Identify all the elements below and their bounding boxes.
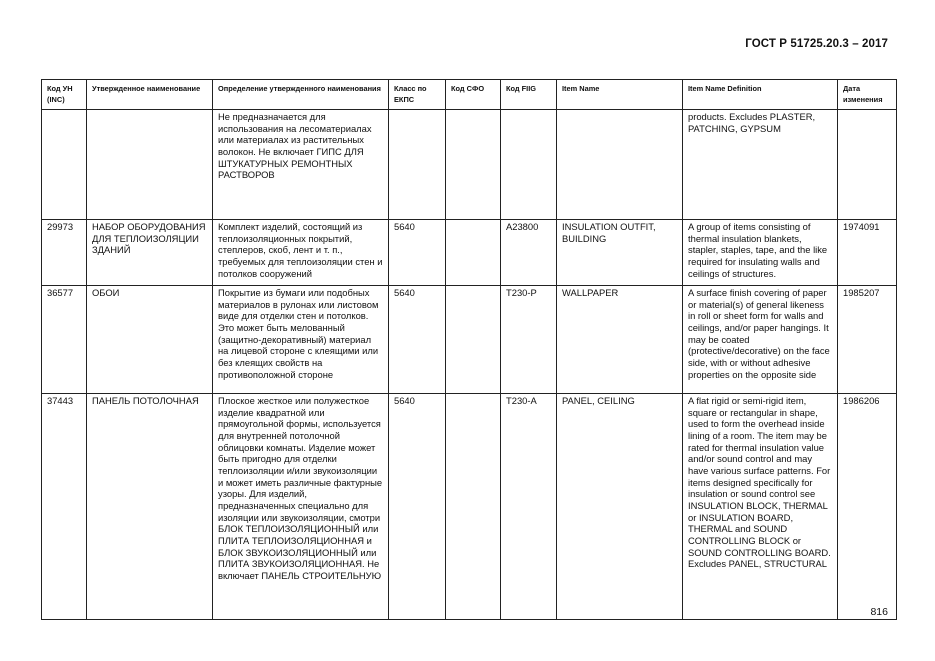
- cell-code: 36577: [42, 286, 87, 394]
- cell-definition: Не предназначается для использования на лесоматериалах или материалах из растительных волокон. Не включает ГИПС ДЛЯ ШТУКАТУРНЫХ РЕМОНТНЫХ РАСТВОРОВ: [213, 110, 389, 220]
- col-header-definition: Определение утвержденного наименования: [213, 80, 389, 110]
- col-header-code: Код УН (INC): [42, 80, 87, 110]
- cell-sfo: [446, 394, 501, 620]
- col-header-date: Дата изменения: [838, 80, 897, 110]
- col-header-class: Класс по ЕКПС: [389, 80, 446, 110]
- col-header-item-name: Item Name: [557, 80, 683, 110]
- cell-class: [389, 110, 446, 220]
- cell-sfo: [446, 286, 501, 394]
- cell-fiig: A23800: [501, 220, 557, 286]
- table-row: [42, 110, 897, 220]
- cell-date: 1985207: [838, 286, 897, 394]
- cell-item-name: WALLPAPER: [557, 286, 683, 394]
- cell-code: 29973: [42, 220, 87, 286]
- cell-item-definition: A surface finish covering of paper or material(s) of general likeness in roll or sheet form for walls and ceilings, and/or paper hangings. It may be coated (protective/decorative) on the face side, with or without adhesive properties on the opposite side: [683, 286, 838, 394]
- table-row: [42, 394, 897, 620]
- col-header-name: Утвержденное наименование: [87, 80, 213, 110]
- cell-name: ОБОИ: [87, 286, 213, 394]
- cell-definition: Плоское жесткое или полужесткое изделие квадратной или прямоугольной формы, используется для внутренней потолочной облицовки комнаты. Изделие может быть пригодно для отделки теплоизоляции и/или звукоизоляции и может иметь различные фактурные узоры. Для изделий, предназначенных специально для изоляции или звукоизоляции, смотри БЛОК ТЕПЛОИЗОЛЯЦИОННЫЙ или ПЛИТА ТЕПЛОИЗОЛЯЦИОННАЯ и БЛОК ЗВУКОИЗОЛЯЦИОННЫЙ или ПЛИТА ЗВУКОИЗОЛЯЦИОННАЯ. Не включает ПАНЕЛЬ СТРОИТЕЛЬНУЮ: [213, 394, 389, 620]
- col-header-item-definition: Item Name Definition: [683, 80, 838, 110]
- cell-definition: Покрытие из бумаги или подобных материалов в рулонах или листовом виде для отделки стен и потолков. Это может быть мелованный (защитно-декоративный) материал на лицевой стороне с клеящими или без клеящих свойств на противоположной стороне: [213, 286, 389, 394]
- cell-code: [42, 110, 87, 220]
- table-row: [42, 286, 897, 394]
- page-number: 816: [870, 606, 888, 618]
- col-header-fiig: Код FIIG: [501, 80, 557, 110]
- cell-sfo: [446, 110, 501, 220]
- cell-name: НАБОР ОБОРУДОВАНИЯ ДЛЯ ТЕПЛОИЗОЛЯЦИИ ЗДАНИЙ: [87, 220, 213, 286]
- cell-class: 5640: [389, 394, 446, 620]
- cell-fiig: [501, 110, 557, 220]
- cell-definition: Комплект изделий, состоящий из теплоизоляционных покрытий, степлеров, скоб, лент и т. п., требуемых для теплоизоляции стен и потолков сооружений: [213, 220, 389, 286]
- cell-item-name: INSULATION OUTFIT, BUILDING: [557, 220, 683, 286]
- cell-fiig: T230-P: [501, 286, 557, 394]
- cell-date: [838, 110, 897, 220]
- table-row: [42, 220, 897, 286]
- cell-fiig: T230-A: [501, 394, 557, 620]
- cell-item-definition: products. Excludes PLASTER, PATCHING, GYPSUM: [683, 110, 838, 220]
- cell-class: 5640: [389, 220, 446, 286]
- cell-name: [87, 110, 213, 220]
- cell-item-name: [557, 110, 683, 220]
- cell-code: 37443: [42, 394, 87, 620]
- table-header-row: [42, 80, 897, 110]
- document-standard-header: ГОСТ Р 51725.20.3 – 2017: [745, 38, 888, 50]
- cell-date: 1986206: [838, 394, 897, 620]
- cell-item-definition: A flat rigid or semi-rigid item, square or rectangular in shape, used to form the overhead inside lining of a room. The item may be rated for thermal insulation value and/or sound control and may have various surface patterns. For items designed specifically for insulation or sound control see INSULATION BLOCK, THERMAL or INSULATION BOARD, THERMAL and SOUND CONTROLLING BLOCK or SOUND CONTROLLING BOARD. Excludes PANEL, STRUCTURAL: [683, 394, 838, 620]
- cell-item-name: PANEL, CEILING: [557, 394, 683, 620]
- cell-item-definition: A group of items consisting of thermal insulation blankets, stapler, staples, tape, and the like required for insulating walls and ceilings of structures.: [683, 220, 838, 286]
- col-header-sfo: Код СФО: [446, 80, 501, 110]
- cell-date: 1974091: [838, 220, 897, 286]
- cell-sfo: [446, 220, 501, 286]
- catalog-table: [41, 79, 897, 620]
- cell-class: 5640: [389, 286, 446, 394]
- cell-name: ПАНЕЛЬ ПОТОЛОЧНАЯ: [87, 394, 213, 620]
